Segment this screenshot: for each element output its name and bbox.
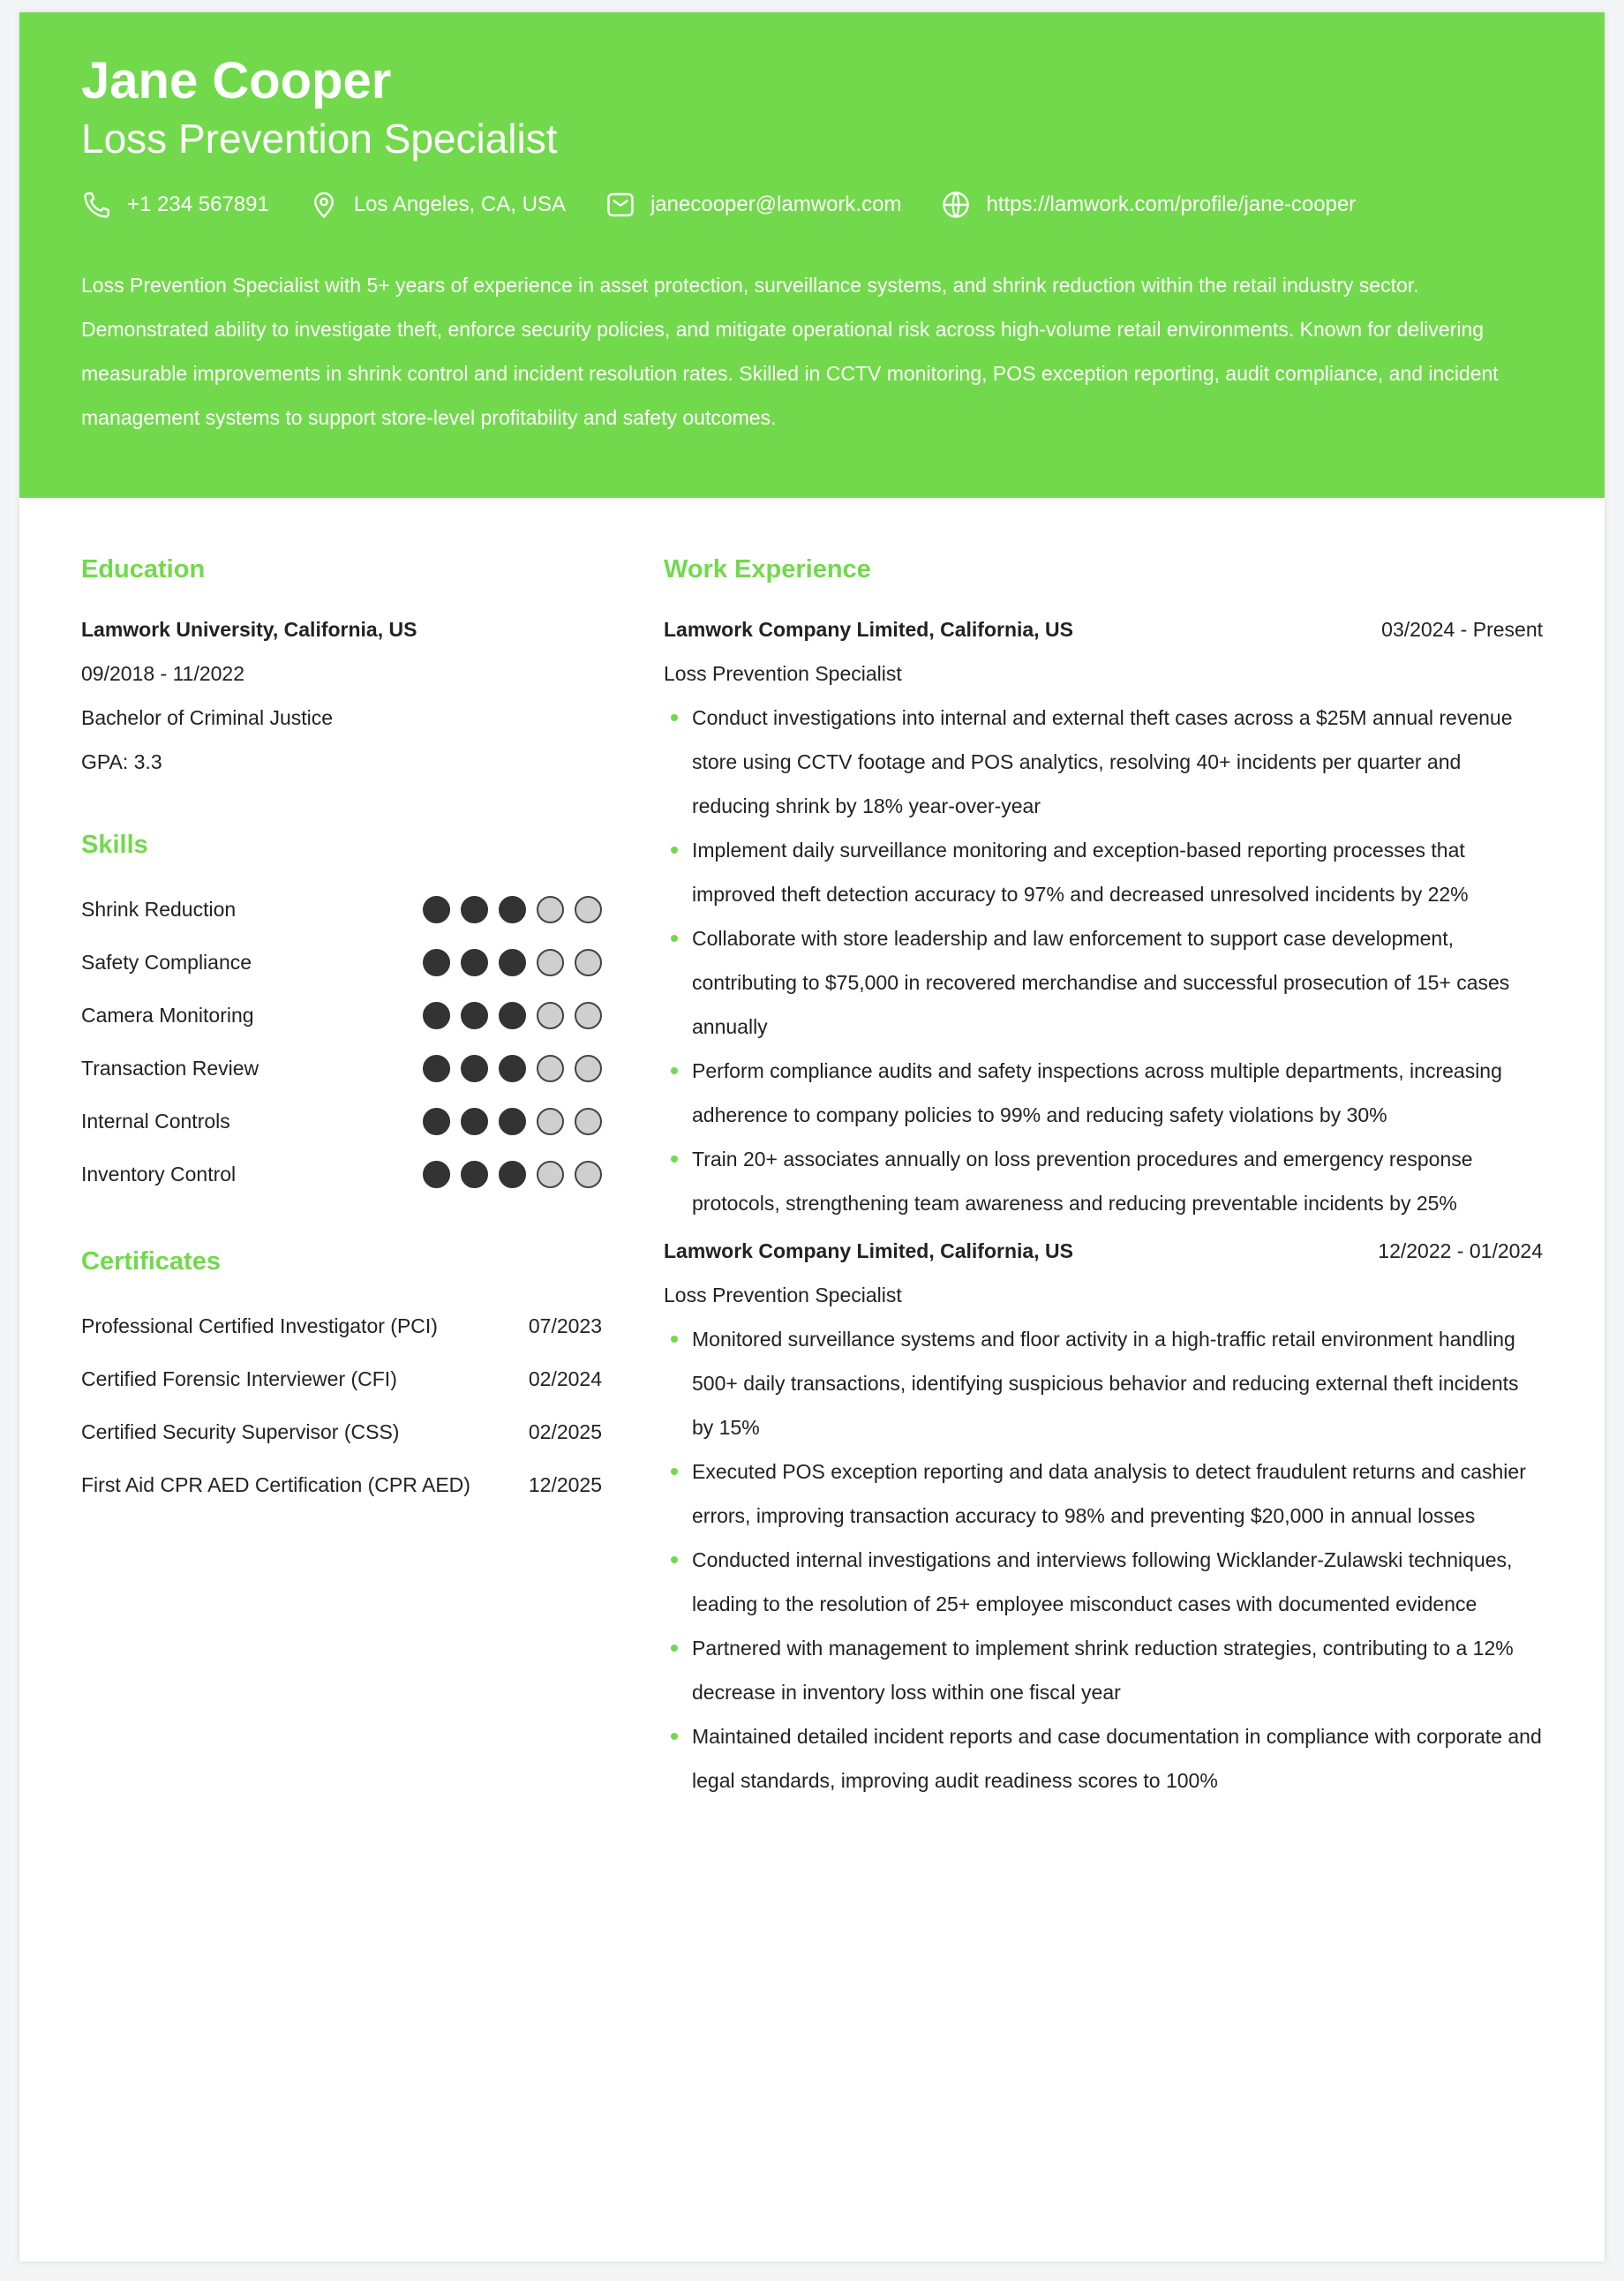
rating-dot-filled <box>499 896 526 923</box>
job-entry <box>664 1229 1543 1803</box>
candidate-title: Loss Prevention Specialist <box>81 116 558 162</box>
job-header <box>664 1229 1543 1273</box>
skill-item <box>81 1042 602 1095</box>
contact-email[interactable] <box>605 189 901 221</box>
certificate-item <box>81 1352 602 1405</box>
rating-dot-empty <box>537 896 564 923</box>
rating-dot-filled <box>461 1108 488 1135</box>
rating-dot-filled <box>423 1055 450 1082</box>
skill-name: Safety Compliance <box>81 950 252 974</box>
job-dates: 03/2024 - Present <box>1381 618 1543 641</box>
job-bullets <box>664 696 1543 1225</box>
skill-name: Camera Monitoring <box>81 1003 254 1027</box>
job-bullet: Train 20+ associates annually on loss prevention procedures and emergency response protocols, strengthening team awareness and reducing preventable incidents by 25% <box>664 1137 1543 1225</box>
job-bullet: Collaborate with store leadership and law enforcement to support case development, contributing to $75,000 in recovered merchandise and successful prosecution of 15+ cases annually <box>664 916 1543 1049</box>
left-column <box>81 547 602 1806</box>
certificate-name: Certified Forensic Interviewer (CFI) <box>81 1366 397 1390</box>
job-bullet: Conduct investigations into internal and external theft cases across a $25M annual revenue store using CCTV footage and POS analytics, resolving 40+ incidents per quarter and reducing shrink by 18% year-over-year <box>664 696 1543 828</box>
skill-item <box>81 883 602 936</box>
job-bullet: Monitored surveillance systems and floor activity in a high-traffic retail environment handling 500+ daily transactions, identifying suspicious behavior and reducing external theft incidents by 15% <box>664 1317 1543 1449</box>
skills-section <box>81 823 602 1201</box>
rating-dot-filled <box>423 1002 450 1029</box>
skill-name: Internal Controls <box>81 1109 230 1133</box>
job-role: Loss Prevention Specialist <box>664 662 902 685</box>
skill-item <box>81 1095 602 1148</box>
profile-summary: Loss Prevention Specialist with 5+ years of experience in asset protection, surveillance systems, and shrink reduction within the retail industry sector. Demonstrated ability to investigate theft, enforce security policies, and mitigate operational risk across high-volume retail environments. Known for delivering measurable improvements in shrink control and incident resolution rates. Skilled in CCTV monitoring, POS exception reporting, audit compliance, and incident management systems to support store-level profitability and safety outcomes. <box>81 274 1499 429</box>
rating-dot-empty <box>575 949 602 976</box>
contact-website-text: https://lamwork.com/profile/jane-cooper <box>986 192 1357 216</box>
contact-phone[interactable] <box>81 189 269 221</box>
location-icon <box>308 189 340 221</box>
education-gpa: GPA: 3.3 <box>81 750 162 773</box>
skill-rating <box>412 1055 602 1082</box>
skill-name: Shrink Reduction <box>81 897 237 921</box>
resume-page <box>19 12 1605 2262</box>
rating-dot-filled <box>423 1161 450 1188</box>
education-section <box>81 547 602 784</box>
rating-dot-empty <box>537 1108 564 1135</box>
phone-icon <box>81 189 113 221</box>
certificate-item <box>81 1299 602 1352</box>
rating-dot-filled <box>423 1108 450 1135</box>
certificate-item <box>81 1458 602 1511</box>
skills-list <box>81 883 602 1201</box>
work-heading: Work Experience <box>664 555 871 583</box>
rating-dot-filled <box>499 1108 526 1135</box>
skill-rating <box>412 1161 602 1188</box>
contact-email-text: janecooper@lamwork.com <box>650 192 902 216</box>
certificate-name: First Aid CPR AED Certification (CPR AED) <box>81 1472 470 1496</box>
certificate-date: 07/2023 <box>528 1314 602 1337</box>
rating-dot-filled <box>461 1002 488 1029</box>
rating-dot-filled <box>499 1002 526 1029</box>
certificates-heading: Certificates <box>81 1247 221 1276</box>
skill-rating <box>412 949 602 976</box>
certificate-item <box>81 1405 602 1458</box>
rating-dot-empty <box>575 1108 602 1135</box>
rating-dot-filled <box>499 1055 526 1082</box>
certificate-date: 12/2025 <box>528 1472 602 1496</box>
job-entry <box>664 607 1543 1225</box>
skill-item <box>81 1148 602 1201</box>
skill-rating <box>412 1108 602 1135</box>
contact-phone-text: +1 234 567891 <box>127 192 269 216</box>
globe-icon <box>940 189 972 221</box>
rating-dot-filled <box>499 1161 526 1188</box>
skill-item <box>81 936 602 989</box>
job-role: Loss Prevention Specialist <box>664 1284 902 1306</box>
education-heading: Education <box>81 555 206 583</box>
job-bullet: Perform compliance audits and safety inspections across multiple departments, increasing adherence to company policies to 99% and reducing safety violations by 30% <box>664 1049 1543 1137</box>
education-dates: 09/2018 - 11/2022 <box>81 662 245 685</box>
contact-website[interactable] <box>940 189 1356 221</box>
education-degree: Bachelor of Criminal Justice <box>81 706 334 729</box>
rating-dot-filled <box>423 949 450 976</box>
certificate-date: 02/2025 <box>528 1419 602 1443</box>
job-dates: 12/2022 - 01/2024 <box>1378 1239 1543 1262</box>
certificate-date: 02/2024 <box>528 1366 602 1390</box>
education-school: Lamwork University, California, US <box>81 618 417 641</box>
contact-location-text: Los Angeles, CA, USA <box>353 192 566 216</box>
job-bullet: Implement daily surveillance monitoring and exception-based reporting processes that improved theft detection accuracy to 97% and decreased unresolved incidents by 22% <box>664 828 1543 916</box>
job-bullet: Conducted internal investigations and interviews following Wicklander-Zulawski techniques, leading to the resolution of 25+ employee misconduct cases with documented evidence <box>664 1538 1543 1626</box>
skill-item <box>81 989 602 1042</box>
resume-header <box>19 12 1605 498</box>
resume-body <box>19 498 1605 1806</box>
rating-dot-empty <box>537 1161 564 1188</box>
contact-location[interactable] <box>308 189 566 221</box>
rating-dot-empty <box>575 1161 602 1188</box>
skill-name: Inventory Control <box>81 1162 237 1186</box>
rating-dot-filled <box>499 949 526 976</box>
rating-dot-empty <box>575 896 602 923</box>
certificates-list <box>81 1299 602 1511</box>
email-icon <box>605 189 636 221</box>
certificate-name: Professional Certified Investigator (PCI) <box>81 1314 438 1337</box>
rating-dot-filled <box>423 896 450 923</box>
candidate-name: Jane Cooper <box>81 52 392 109</box>
certificates-section <box>81 1239 602 1511</box>
skills-heading: Skills <box>81 831 148 859</box>
rating-dot-filled <box>461 1161 488 1188</box>
job-bullet: Maintained detailed incident reports and case documentation in compliance with corporate and legal standards, improving audit readiness scores to 100% <box>664 1714 1543 1803</box>
skill-name: Transaction Review <box>81 1056 259 1080</box>
right-column <box>664 547 1543 1806</box>
rating-dot-empty <box>575 1055 602 1082</box>
job-company: Lamwork Company Limited, California, US <box>664 1239 1073 1262</box>
job-bullets <box>664 1317 1543 1803</box>
rating-dot-empty <box>537 1002 564 1029</box>
skill-rating <box>412 1002 602 1029</box>
job-header <box>664 607 1543 651</box>
rating-dot-empty <box>537 1055 564 1082</box>
job-bullet: Executed POS exception reporting and data analysis to detect fraudulent returns and cashier errors, improving transaction accuracy to 98% and preventing $20,000 in annual losses <box>664 1449 1543 1538</box>
job-company: Lamwork Company Limited, California, US <box>664 618 1073 641</box>
job-bullet: Partnered with management to implement shrink reduction strategies, contributing to a 12% decrease in inventory loss within one fiscal year <box>664 1626 1543 1714</box>
rating-dot-filled <box>461 1055 488 1082</box>
rating-dot-filled <box>461 896 488 923</box>
rating-dot-empty <box>537 949 564 976</box>
rating-dot-empty <box>575 1002 602 1029</box>
contact-bar <box>81 185 1543 224</box>
rating-dot-filled <box>461 949 488 976</box>
skill-rating <box>412 896 602 923</box>
certificate-name: Certified Security Supervisor (CSS) <box>81 1419 400 1443</box>
